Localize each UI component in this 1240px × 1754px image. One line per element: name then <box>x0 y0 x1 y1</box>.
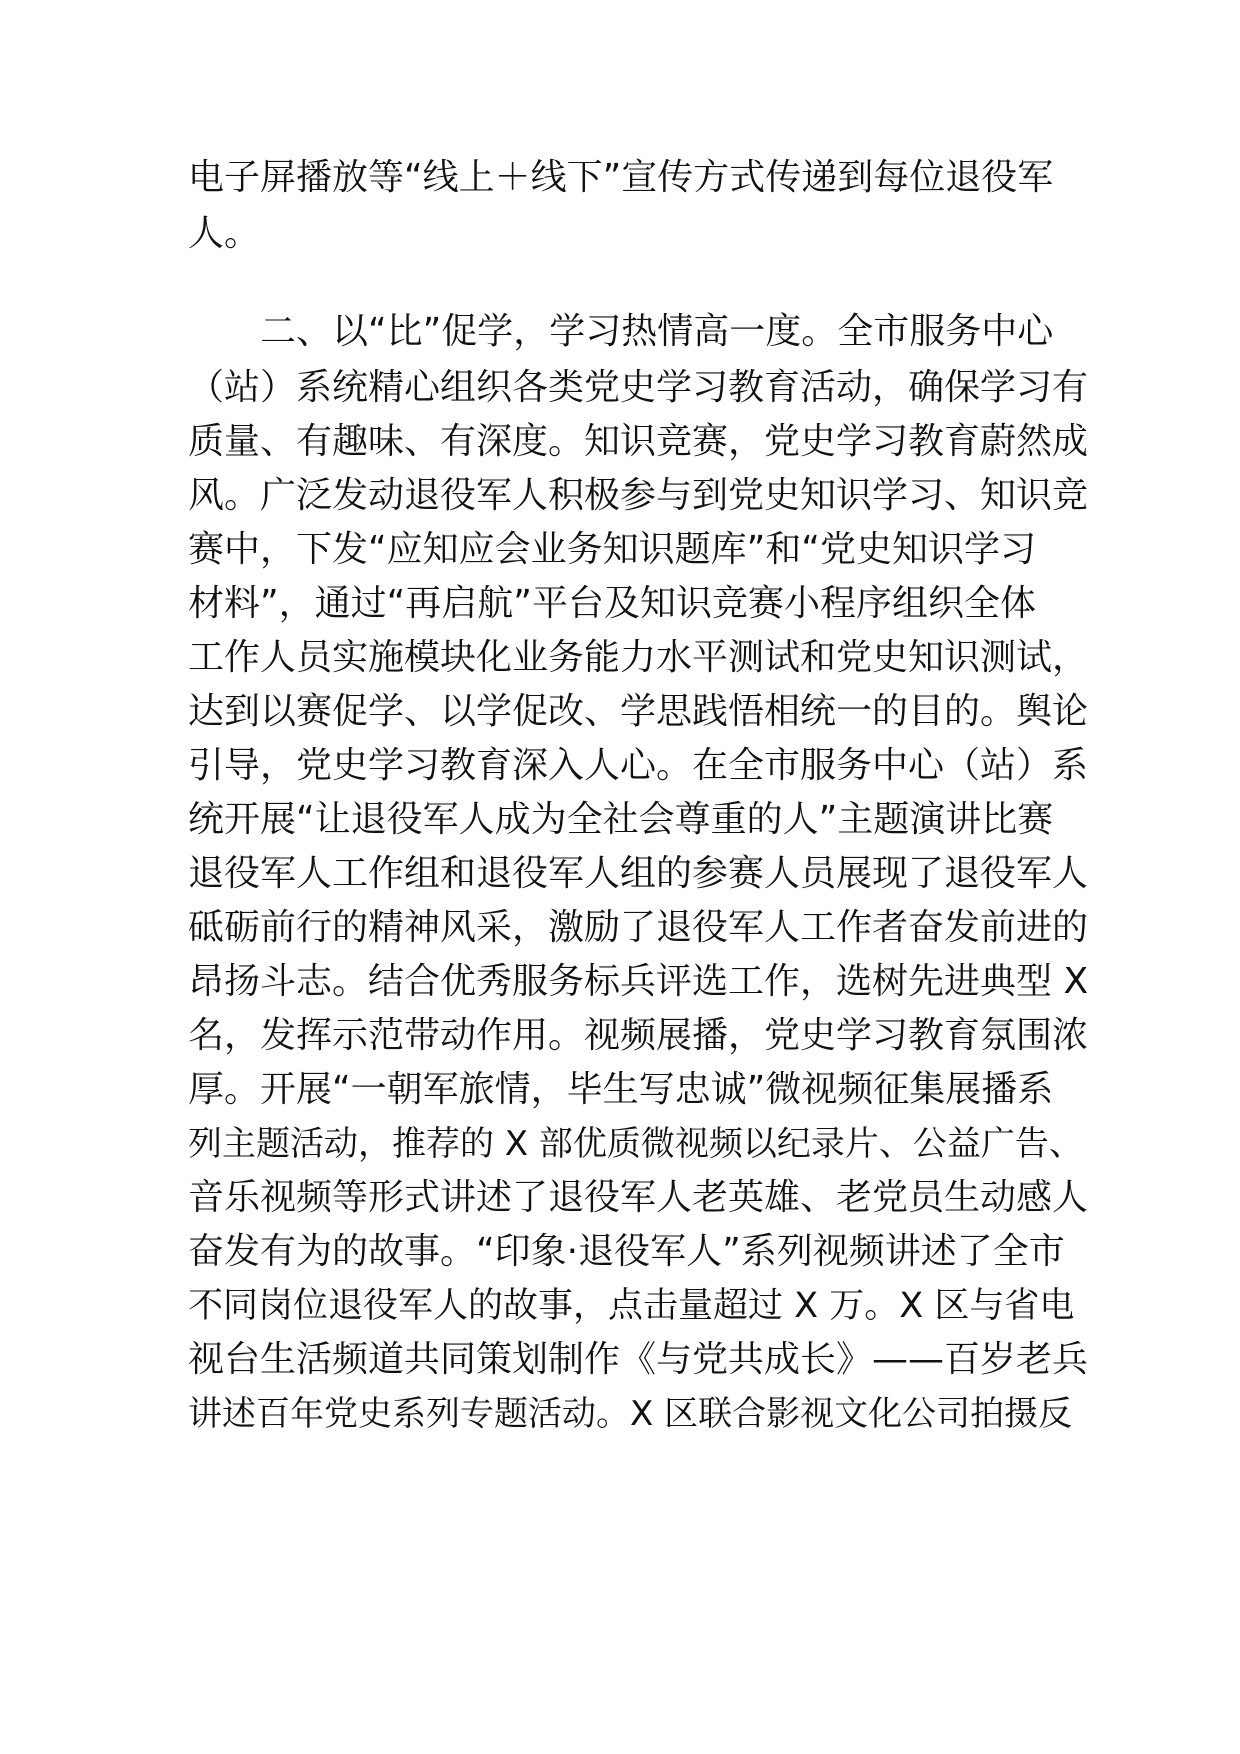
text-line: 列主题活动，推荐的 X 部优质微视频以纪录片、公益广告、 <box>188 1124 1083 1164</box>
text-line: 音乐视频等形式讲述了退役军人老英雄、老党员生动感人 <box>188 1177 1089 1218</box>
text-line: 风。广泛发动退役军人积极参与到党史知识学习、知识竞 <box>188 475 1089 516</box>
text-line: 工作人员实施模块化业务能力水平测试和党史知识测试， <box>188 637 1089 678</box>
text-line: 退役军人工作组和退役军人组的参赛人员展现了退役军人 <box>188 853 1089 894</box>
text-line: 砥砺前行的精神风采，激励了退役军人工作者奋发前进的 <box>188 907 1089 948</box>
text-line: 厚。开展“一朝军旅情，毕生写忠诚”微视频征集展播系 <box>188 1069 1054 1110</box>
text-line: 不同岗位退役军人的故事，点击量超过 X 万。X 区与省电 <box>188 1286 1075 1326</box>
text-line: 引导，党史学习教育深入人心。在全市服务中心（站）系 <box>188 745 1089 786</box>
text-line: 赛中，下发“应知应会业务知识题库”和“党史知识学习 <box>188 529 1036 570</box>
text-line: 统开展“让退役军人成为全社会尊重的人”主题演讲比赛 <box>188 799 1054 840</box>
text-line: 电子屏播放等“线上＋线下”宣传方式传递到每位退役军 <box>188 157 1054 198</box>
text-line: 二、以“比”促学，学习热情高一度。全市服务中心 <box>188 311 1054 352</box>
text-line: 达到以赛促学、以学促改、学思践悟相统一的目的。舆论 <box>188 691 1089 732</box>
text-line: 材料”，通过“再启航”平台及知识竞赛小程序组织全体 <box>188 583 1036 624</box>
text-line: 讲述百年党史系列专题活动。X 区联合影视文化公司拍摄反 <box>188 1394 1073 1434</box>
text-line: 质量、有趣味、有深度。知识竞赛，党史学习教育蔚然成 <box>188 421 1089 462</box>
text-line: （站）系统精心组织各类党史学习教育活动，确保学习有 <box>188 367 1089 408</box>
text-line: 名，发挥示范带动作用。视频展播，党史学习教育氛围浓 <box>188 1015 1089 1056</box>
text-line: 奋发有为的故事。“印象·退役军人”系列视频讲述了全市 <box>188 1231 1065 1272</box>
text-line: 人。 <box>188 213 261 254</box>
text-line: 昂扬斗志。结合优秀服务标兵评选工作，选树先进典型 X <box>188 961 1089 1002</box>
text-line: 视台生活频道共同策划制作《与党共成长》——百岁老兵 <box>188 1339 1089 1380</box>
